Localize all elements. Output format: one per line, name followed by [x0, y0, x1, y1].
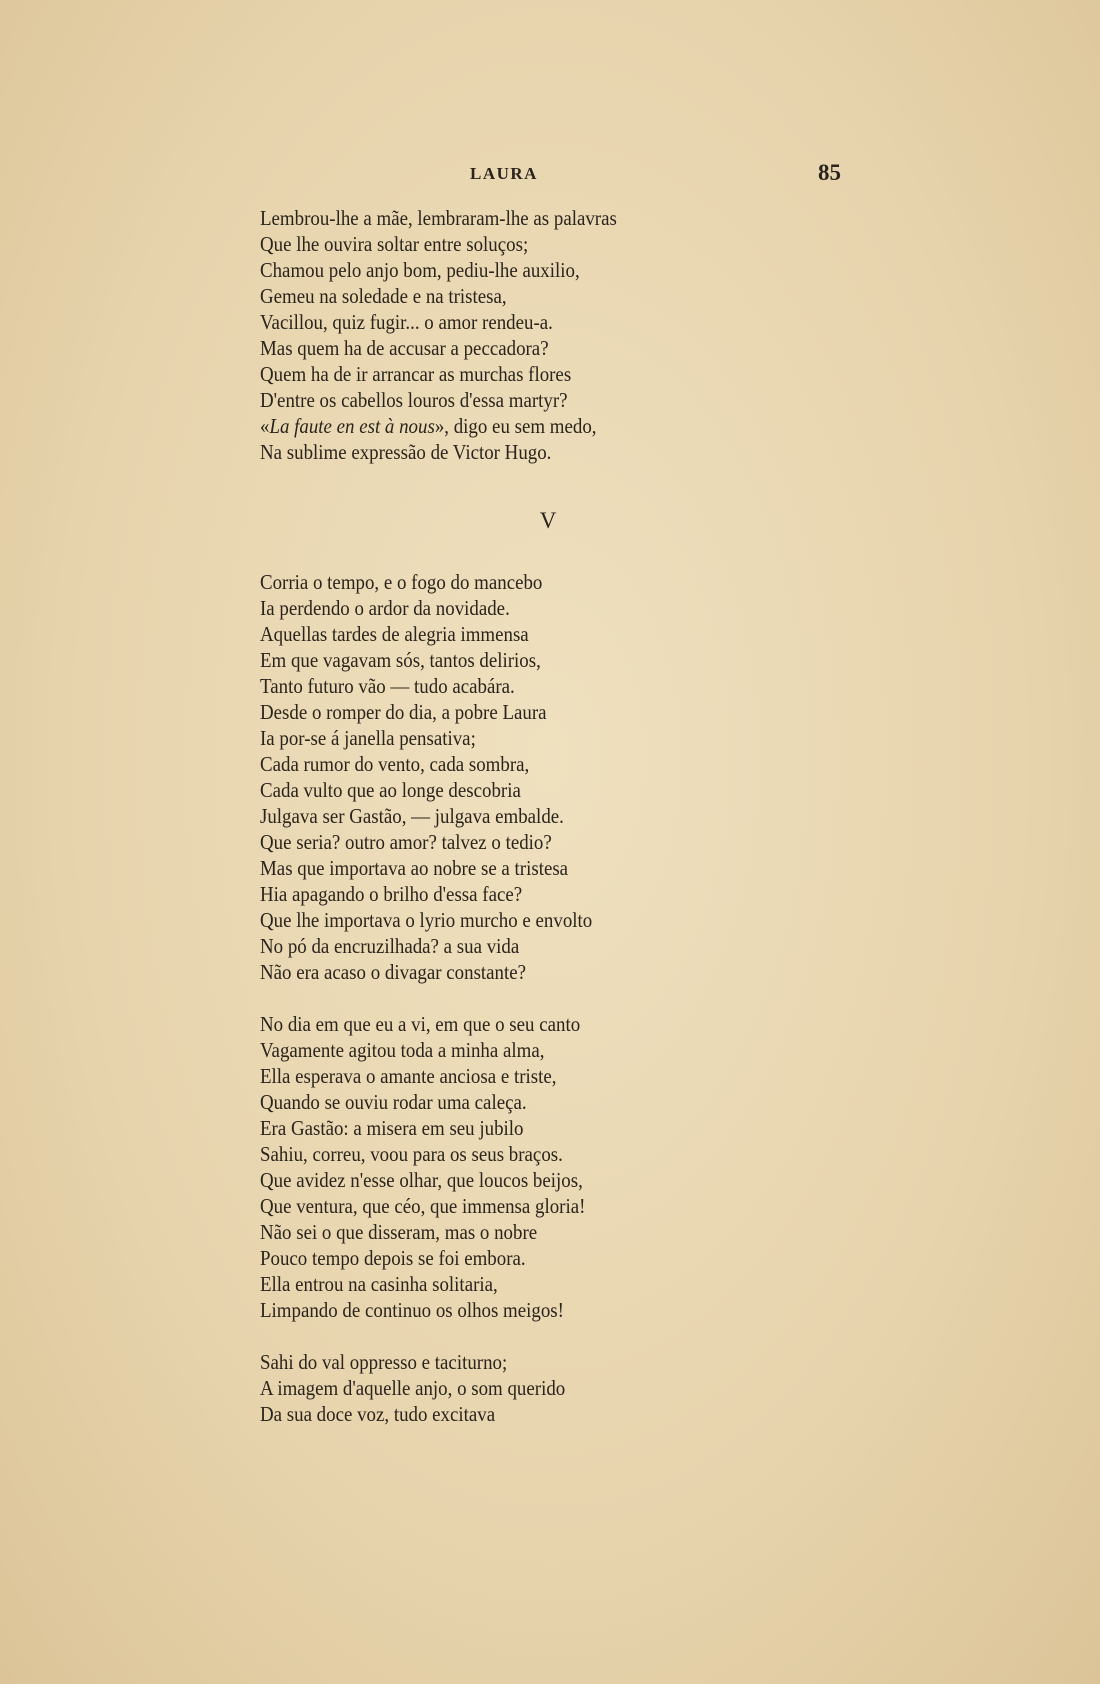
verse-line: Mas que importava ao nobre se a tristesa	[260, 856, 569, 880]
verse-line: Mas quem ha de accusar a peccadora?	[260, 336, 549, 360]
running-title: LAURA	[470, 164, 538, 183]
verse-line: Da sua doce voz, tudo excitava	[260, 1402, 496, 1426]
page-header	[0, 160, 1100, 194]
verse-line: Vagamente agitou toda a minha alma,	[260, 1038, 545, 1062]
verse-line: A imagem d'aquelle anjo, o som querido	[260, 1376, 566, 1400]
verse-line: Cada vulto que ao longe descobria	[260, 778, 521, 802]
verse-line: Não sei o que disseram, mas o nobre	[260, 1220, 538, 1244]
verse-line: Ia por-se á janella pensativa;	[260, 726, 476, 750]
verse-line: Sahiu, correu, voou para os seus braços.	[260, 1142, 563, 1166]
verse-line: Aquellas tardes de alegria immensa	[260, 622, 529, 646]
verse-line: Cada rumor do vento, cada sombra,	[260, 752, 530, 776]
verse-line: Ella entrou na casinha solitaria,	[260, 1272, 498, 1296]
verse-line: Chamou pelo anjo bom, pediu-lhe auxilio,	[260, 258, 580, 282]
verse-line: Era Gastão: a misera em seu jubilo	[260, 1116, 524, 1140]
poem-text	[260, 205, 890, 1427]
verse-line: Quem ha de ir arrancar as murchas flores	[260, 362, 572, 386]
verse-line: No dia em que eu a vi, em que o seu canto	[260, 1012, 581, 1036]
verse-line: Na sublime expressão de Victor Hugo.	[260, 440, 552, 464]
page-number: 85	[818, 160, 841, 185]
verse-line: Ia perdendo o ardor da novidade.	[260, 596, 510, 620]
verse-line: Limpando de continuo os olhos meigos!	[260, 1298, 564, 1322]
verse-line: Hia apagando o brilho d'essa face?	[260, 882, 523, 906]
verse-line: No pó da encruzilhada? a sua vida	[260, 934, 520, 958]
verse-line: Desde o romper do dia, a pobre Laura	[260, 700, 547, 724]
verse-line: Sahi do val oppresso e taciturno;	[260, 1350, 508, 1374]
stanza-2	[260, 569, 890, 985]
verse-line: Tanto futuro vão — tudo acabára.	[260, 674, 515, 698]
verse-line: Pouco tempo depois se foi embora.	[260, 1246, 526, 1270]
verse-line: D'entre os cabellos louros d'essa martyr?	[260, 388, 568, 412]
quote-open: «	[260, 414, 270, 438]
verse-line: Que avidez n'esse olhar, que loucos beijos,	[260, 1168, 583, 1192]
verse-line: Que lhe importava o lyrio murcho e envolto	[260, 908, 593, 932]
verse-line: Corria o tempo, e o fogo do mancebo	[260, 570, 543, 594]
verse-line: Que seria? outro amor? talvez o tedio?	[260, 830, 552, 854]
verse-line: Ella esperava o amante anciosa e triste,	[260, 1064, 557, 1088]
section-numeral	[0, 508, 1100, 534]
verse-line: Que lhe ouvira soltar entre soluços;	[260, 232, 529, 256]
stanza-4	[260, 1349, 890, 1427]
verse-line: Em que vagavam sós, tantos delirios,	[260, 648, 541, 672]
verse-line: Lembrou-lhe a mãe, lembraram-lhe as palavras	[260, 206, 617, 230]
verse-line: Vacillou, quiz fugir... o amor rendeu-a.	[260, 310, 553, 334]
stanza-3	[260, 1011, 890, 1323]
verse-line: Julgava ser Gastão, — julgava embalde.	[260, 804, 564, 828]
verse-line-quote	[260, 413, 890, 439]
italic-quote: La faute en est à nous	[269, 414, 435, 438]
verse-line: Que ventura, que céo, que immensa gloria!	[260, 1194, 586, 1218]
section-numeral-text: V	[539, 508, 557, 533]
verse-line: Não era acaso o divagar constante?	[260, 960, 527, 984]
verse-line: Gemeu na soledade e na tristesa,	[260, 284, 507, 308]
verse-line: Quando se ouviu rodar uma caleça.	[260, 1090, 527, 1114]
stanza-1	[260, 205, 890, 465]
quote-close: », digo eu sem medo,	[434, 414, 597, 438]
